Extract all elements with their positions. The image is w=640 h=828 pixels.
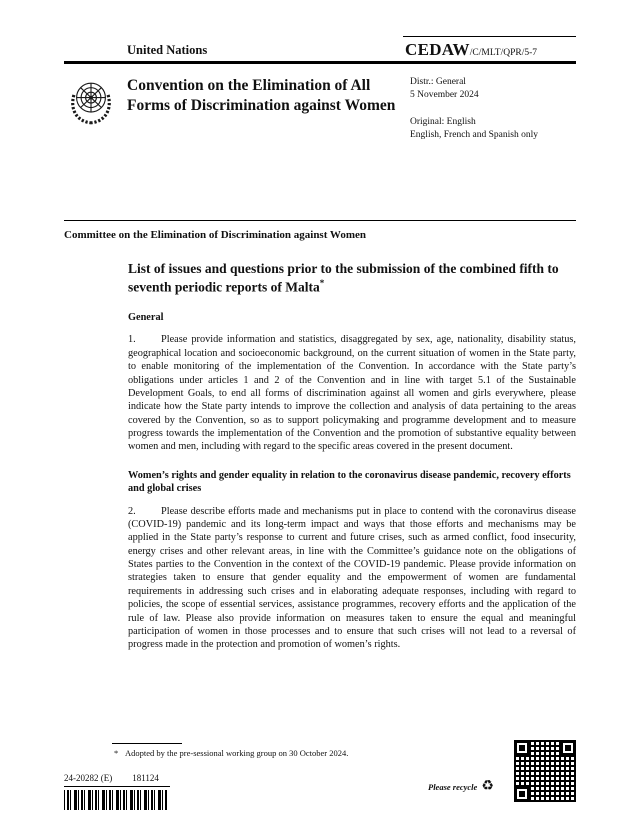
document-body bbox=[128, 260, 576, 651]
footnote-text-line bbox=[112, 748, 552, 758]
masthead bbox=[64, 76, 576, 142]
qr-finder-icon bbox=[514, 740, 530, 756]
document-number-line bbox=[64, 773, 170, 783]
paragraph-2-number: 2. bbox=[128, 505, 136, 517]
qr-finder-icon bbox=[514, 786, 530, 802]
distr-line: Distr.: General bbox=[410, 77, 466, 87]
document-title-text: List of issues and questions prior to the submission of the combined fifth to seventh periodic reports of Malta bbox=[128, 261, 559, 295]
footnote-divider bbox=[112, 743, 182, 744]
document-number: 24-20282 (E) bbox=[64, 773, 113, 783]
document-symbol bbox=[403, 36, 576, 61]
header-divider bbox=[64, 220, 576, 221]
footer-left bbox=[64, 773, 170, 810]
paragraph-1 bbox=[128, 333, 576, 453]
footer-divider bbox=[64, 786, 170, 787]
un-name: United Nations bbox=[127, 43, 208, 57]
footnote-marker: * bbox=[114, 748, 119, 758]
paragraph-2-text: Please describe efforts made and mechanisms put in place to contend with the coronavirus disease (COVID-19) pandemic and its long-term impact and ways that those efforts and mechanisms may be applied in the State party’s response to current and future crises, such as armed conflict, food insecurity, energy crises and other relevant areas, in line with the Committee’s guidance note on the obligations of States parties to the Convention in the context of the COVID-19 pandemic. Please provide information on strategies taken to ensure that gender equality and the empowerment of women are fundamental requirements in addressing such crises and in elaborating adequate responses, including with regard to policies, the scope of essential services, assistance programmes, recovery efforts and the application of the rule of law. Please also provide information on measures taken to ensure the equal and meaningful participation of women in those processes and to ensure that such crises will not lead to a reversal of progress made in the protection and promotion of women’s rights. bbox=[128, 505, 576, 651]
section-heading-covid: Women’s rights and gender equality in relation to the coronavirus disease pandemic, recovery efforts and global crises bbox=[128, 469, 571, 495]
section-heading-general: General bbox=[128, 312, 164, 324]
symbol-suffix: /C/MLT/QPR/5-7 bbox=[469, 48, 538, 58]
recycle-note bbox=[428, 780, 494, 794]
footnote bbox=[112, 743, 552, 758]
footnote-text: Adopted by the pre-sessional working group on 30 October 2024. bbox=[125, 748, 349, 758]
committee-name: Committee on the Elimination of Discrimination against Women bbox=[64, 229, 366, 242]
recycle-icon: ♻ bbox=[481, 779, 494, 794]
original-language: Original: English bbox=[410, 116, 476, 127]
qr-code bbox=[514, 740, 576, 802]
languages-note: English, French and Spanish only bbox=[410, 129, 538, 140]
recycle-label: Please recycle bbox=[428, 782, 478, 792]
convention-title: Convention on the Elimination of All Forms of Discrimination against Women bbox=[127, 77, 396, 114]
distribution-block bbox=[410, 76, 576, 142]
document-title bbox=[128, 260, 576, 296]
un-emblem-icon bbox=[64, 76, 118, 130]
paragraph-1-text: Please provide information and statistics, disaggregated by sex, age, nationality, disability status, geographical location and socioeconomic background, on the current situation of women in the State party, to enable monitoring of the implementation of the Convention. In accordance with the State party’s obligations under articles 1 and 2 of the Convention and in line with target 5.1 of the Sustainable Development Goals, to end all forms of discrimination against all women and girls everywhere, please indicate how the State party intends to improve the collection and analysis of data pertaining to the areas covered by the Convention, so as to support policymaking and programme development and to measure progress towards the implementation of the Convention and the promotion of substantive equality between women and men, including with regard to the specific areas covered in the present document. bbox=[128, 334, 576, 453]
header-top bbox=[64, 36, 576, 64]
paragraph-1-number: 1. bbox=[128, 334, 136, 346]
qr-finder-icon bbox=[560, 740, 576, 756]
distr-date: 5 November 2024 bbox=[410, 90, 479, 101]
paragraph-2 bbox=[128, 505, 576, 652]
symbol-main: CEDAW bbox=[405, 40, 470, 59]
barcode bbox=[64, 790, 168, 810]
date-code: 181124 bbox=[132, 773, 159, 783]
footnote-reference: * bbox=[319, 278, 325, 289]
